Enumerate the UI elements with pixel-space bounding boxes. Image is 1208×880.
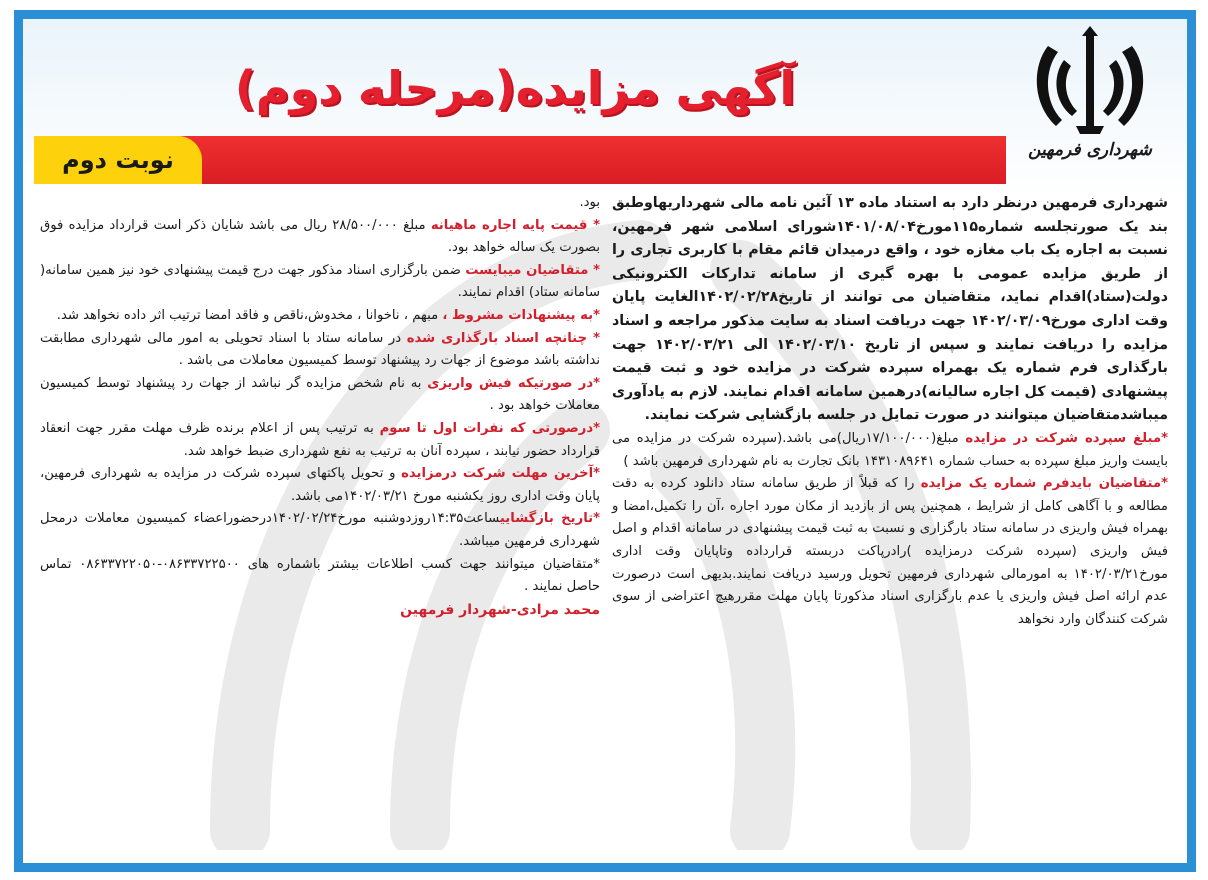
receipt-text: به نام شخص مزایده گر نباشد از جهات رد پیشنهاد توسط کمیسیون معاملات خواهد بود . xyxy=(40,375,600,414)
winners-label: *درصورتی که نفرات اول تا سوم xyxy=(379,420,600,436)
continuation-text: بود. xyxy=(579,195,600,210)
municipality-logo xyxy=(1010,26,1170,176)
iran-emblem-icon xyxy=(1030,26,1150,138)
deadline-paragraph xyxy=(40,463,600,508)
form-label: *متقاضیان بایدفرم شماره یک مزایده xyxy=(920,476,1169,492)
opening-paragraph xyxy=(40,508,600,553)
intro-paragraph: شهرداری فرمهین درنظر دارد به استناد ماده ۱۳ آئین نامه مالی شهرداریهاوطبق بند یک صورتجلسه شماره۱۱۵مورخ۱۴۰۱/۰۸/۰۴شورای اسلامی شهر فرمهین، نسبت به اجاره یک باب مغازه خود ، واقع درمیدان قائم مقام با کاربری تجاری را از طریق مزایده عمومی با بهره گیری از سامانه تدارکات الکترونیکی دولت(ستاد)اقدام نماید، متقاضیان می توانند از تاریخ۱۴۰۲/۰۲/۲۸الغایت پایان وقت اداری مورخ۱۴۰۲/۰۳/۰۹ جهت دریافت اسناد به سایت مذکور مراجعه و اسناد مزایده را دریافت نمایند و سپس از تاریخ ۱۴۰۲/۰۳/۱۰ الی ۱۴۰۲/۰۳/۲۱ جهت بارگذاری فرم شماره یک بهمراه سپرده شرکت در مزایده خود و ثبت قیمت پیشنهادی (قیمت کل اجاره سالیانه)درهمین سامانه اقدام نمایند. لازم به یادآوری میباشدمتقاضیان میتوانند در صورت تمایل در جلسه بازگشایی شرکت نمایند. xyxy=(612,195,1169,424)
applicants-paragraph xyxy=(40,260,600,305)
deadline-text: و تحویل پاکتهای سپرده شرکت در مزایده به شهرداری فرمهین، پایان وقت اداری روز یکشنبه مورخ ۱۴۰۲/۰۳/۲۱می باشد. xyxy=(40,466,600,504)
opening-label: *تاریخ بازگشایی xyxy=(499,511,601,527)
uploaded-label: * چنانچه اسناد بارگذاری شده xyxy=(406,330,600,346)
form-text: را که قبلاً از طریق سامانه ستاد دانلود کرده به دقت مطالعه و با آگاهی کامل از شرایط ، همچنین پس از بازدید از مکان مورد اجاره ،آن را تکمیل،امضا و بهمراه فیش واریزی در سامانه ستاد بارگزاری و نسبت به ثبت قیمت پیشنهادی در سامانه اقدام و اصل فیش واریزی (سپرده شرکت درمزایده )رادرپاکت دربسته قرارداده وتاپایان وقت اداری مورخ۱۴۰۲/۰۳/۲۱ به امورمالی شهرداری فرمهین تحویل ورسید دریافت نمایند.بدیهی است درصورت عدم ارائه اصل فیش واریزی یا عدم بارگزاری اسناد مذکورتا پایان مهلت مقررهیچ اعتراضی از سوی شرکت کنندگان وارد نخواهد xyxy=(612,476,1168,627)
uploaded-paragraph xyxy=(40,328,600,373)
signature: محمد مرادی-شهردار فرمهین xyxy=(400,601,600,618)
winners-text: به ترتیب پس از اعلام برنده ظرف مهلت مقرر جهت انعقاد قرارداد حضور نیابند ، سپرده آنان به ترتیب به نفع شهرداری ضبط خواهد شد. xyxy=(40,420,600,459)
conditional-label: *به پیشنهادات مشروط ، xyxy=(442,307,600,323)
page-title: آگهی مزایده(مرحله دوم) xyxy=(234,61,796,115)
form-paragraph xyxy=(612,473,1168,631)
deposit-label: *مبلغ سپرده شرکت در مزایده xyxy=(965,430,1169,446)
applicants-label: * متقاضیان میبایست xyxy=(465,262,600,278)
base-price-text: مبلغ ۲۸/۵۰۰/۰۰۰ ریال می باشد شایان ذکر است قرارداد مزایده فوق بصورت یک ساله خواهد بود. xyxy=(40,217,600,256)
winners-paragraph xyxy=(40,418,600,463)
receipt-paragraph xyxy=(40,373,600,418)
deposit-paragraph xyxy=(612,428,1168,473)
deposit-text: مبلغ(۱۷/۱۰۰/۰۰۰ریال)می باشد.(سپرده شرکت در مزایده می بایست واریز مبلغ سپرده به حساب شماره ۱۴۳۱۰۸۹۶۴۱ بانک تجارت به نام شهرداری فرمهین باشد ) xyxy=(612,430,1168,469)
conditional-text: مبهم ، ناخوانا ، مخدوش،ناقص و فاقد امضا ترتیب اثر داده نخواهد شد. xyxy=(56,307,443,323)
receipt-label: *در صورتیکه فیش واریزی xyxy=(427,375,600,391)
right-column xyxy=(612,192,1168,631)
base-price-label: * قیمت پایه اجاره ماهیانه xyxy=(430,217,600,233)
round-badge: نوبت دوم xyxy=(34,136,202,184)
contact-paragraph: *متقاضیان میتوانند جهت کسب اطلاعات بیشتر باشماره های ۰۸۶۳۳۷۲۲۵۰۰-۰۸۶۳۳۷۲۲۰۵۰ تماس حاصل نمایند . xyxy=(40,556,601,595)
applicants-text: ضمن بارگزاری اسناد مذکور جهت درج قیمت پیشنهادی خود نیز همین سامانه( سامانه ستاد) اقدام نمایند. xyxy=(40,262,600,301)
base-price-paragraph xyxy=(40,215,600,260)
uploaded-text: در سامانه ستاد با اسناد تحویلی به امور مالی شهرداری مطابقت نداشته باشد موضوع از جهات رد پیشنهاد توسط کمیسیون معاملات می باشد . xyxy=(40,330,600,369)
left-column xyxy=(40,192,600,621)
conditional-paragraph xyxy=(40,305,600,328)
opening-text: ساعت۱۴:۳۵روزدوشنبه مورخ۱۴۰۲/۰۲/۲۴درحضوراعضاء کمیسیون معاملات درمحل شهرداری فرمهین میباشد. xyxy=(40,511,600,549)
municipality-name: شهرداری فرمهین xyxy=(1028,140,1152,160)
deadline-label: *آخرین مهلت شرکت درمزایده xyxy=(401,466,600,482)
